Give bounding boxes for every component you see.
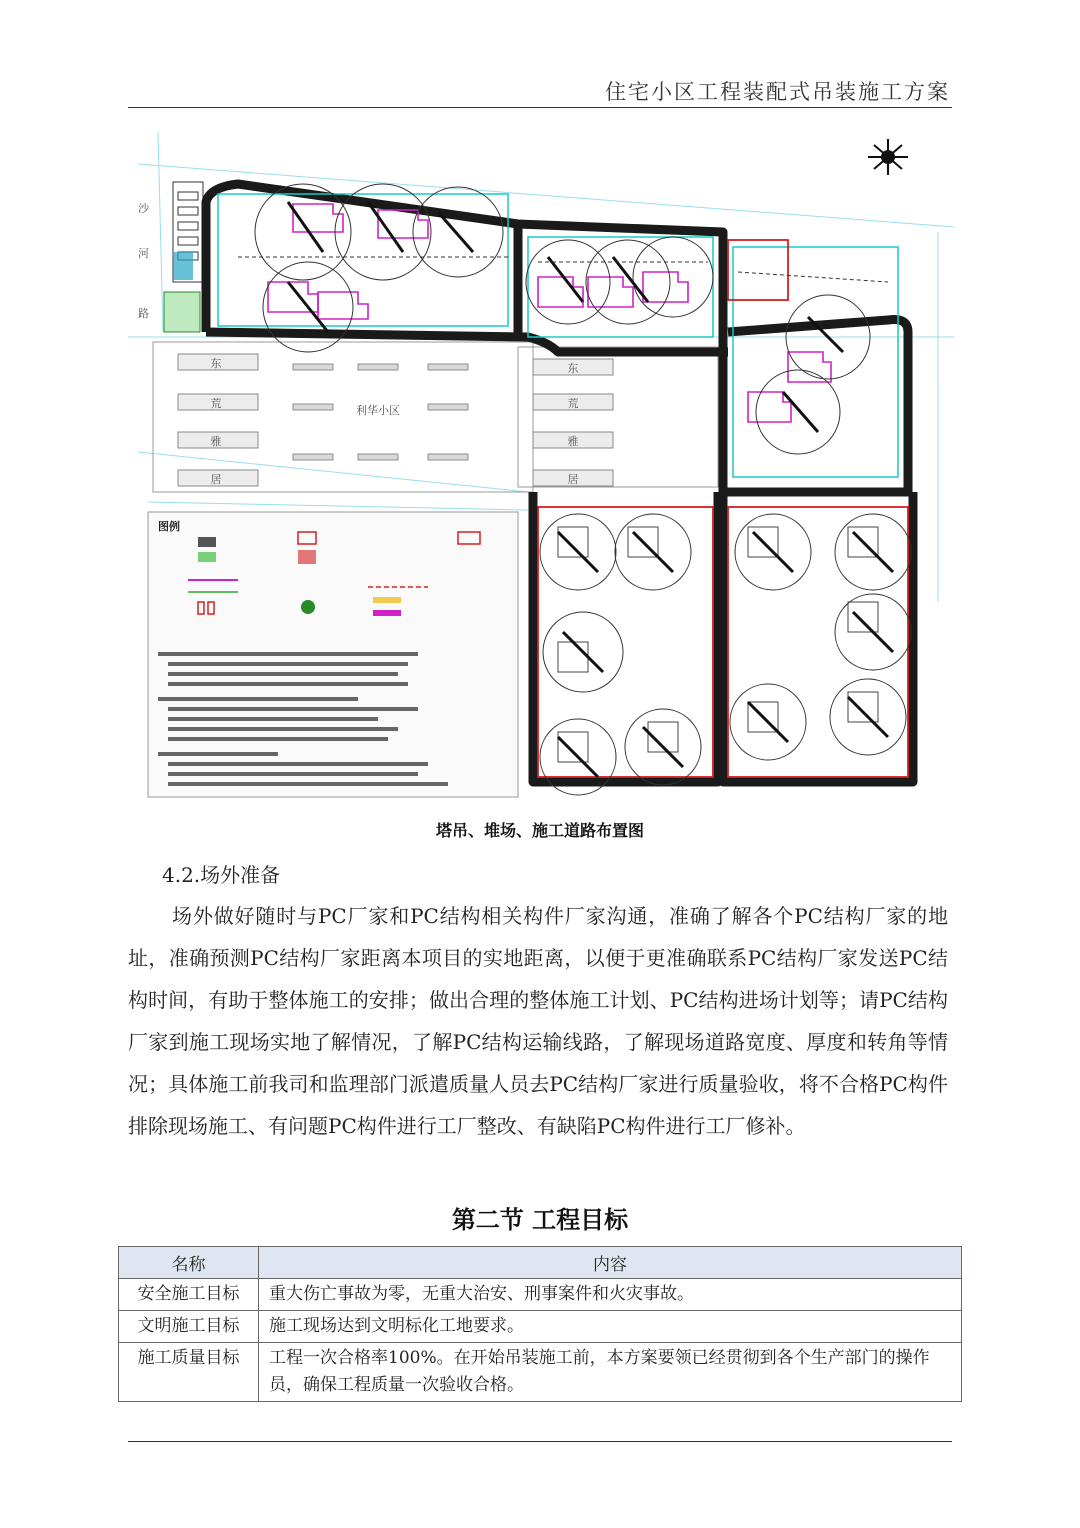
block-label: 东 xyxy=(210,357,222,370)
goals-table xyxy=(118,1246,962,1402)
column-header-name: 名称 xyxy=(119,1247,259,1279)
section-2-title: 第二节 工程目标 xyxy=(451,1206,629,1234)
row-name: 文明施工目标 xyxy=(119,1311,259,1343)
table-row xyxy=(119,1343,962,1402)
header-divider xyxy=(128,107,952,108)
block-label: 雅 xyxy=(210,435,222,448)
block-label: 居 xyxy=(567,473,579,486)
site-layout-plan xyxy=(128,132,954,800)
section-4-2-heading: 4.2.场外准备 xyxy=(162,863,281,887)
row-content: 工程一次合格率100%。在开始吊装施工前，本方案要领已经贯彻到各个生产部门的操作员，确保工程质量一次验收合格。 xyxy=(259,1343,962,1402)
block-label: 居 xyxy=(210,473,222,486)
table-row xyxy=(119,1311,962,1343)
header-title: 住宅小区工程装配式吊装施工方案 xyxy=(605,80,950,104)
footer-divider xyxy=(128,1441,952,1442)
road-label: 河 xyxy=(138,247,149,260)
row-name: 安全施工目标 xyxy=(119,1279,259,1311)
row-name: 施工质量目标 xyxy=(119,1343,259,1402)
block-label: 雅 xyxy=(567,435,579,448)
block-label: 荒 xyxy=(567,397,579,410)
road-label: 沙 xyxy=(138,202,149,215)
legend-title: 图例 xyxy=(158,520,180,533)
block-label: 东 xyxy=(567,362,579,375)
block-label: 荒 xyxy=(210,397,222,410)
section-4-2-paragraph: 场外做好随时与PC厂家和PC结构相关构件厂家沟通，准确了解各个PC结构厂家的地址，准确预测PC结构厂家距离本项目的实地距离，以便于更准确联系PC结构厂家发送PC结构时间，有助于整体施工的安排；做出合理的整体施工计划、PC结构进场计划等；请PC结构厂家到施工现场实地了解情况，了解PC结构运输线路，了解现场道路宽度、厚度和转角等情况；具体施工前我司和监理部门派遣质量人员去PC结构厂家进行质量验收，将不合格PC构件排除现场施工、有问题PC构件进行工厂整改、有缺陷PC构件进行工厂修补。 xyxy=(128,904,948,1138)
row-content: 施工现场达到文明标化工地要求。 xyxy=(259,1311,962,1343)
table-header-row xyxy=(119,1247,962,1279)
row-content: 重大伤亡事故为零，无重大治安、刑事案件和火灾事故。 xyxy=(259,1279,962,1311)
road-label: 路 xyxy=(138,307,149,320)
column-header-content: 内容 xyxy=(259,1247,962,1279)
center-label: 利华小区 xyxy=(356,404,400,417)
figure-caption: 塔吊、堆场、施工道路布置图 xyxy=(435,821,644,840)
table-row xyxy=(119,1279,962,1311)
